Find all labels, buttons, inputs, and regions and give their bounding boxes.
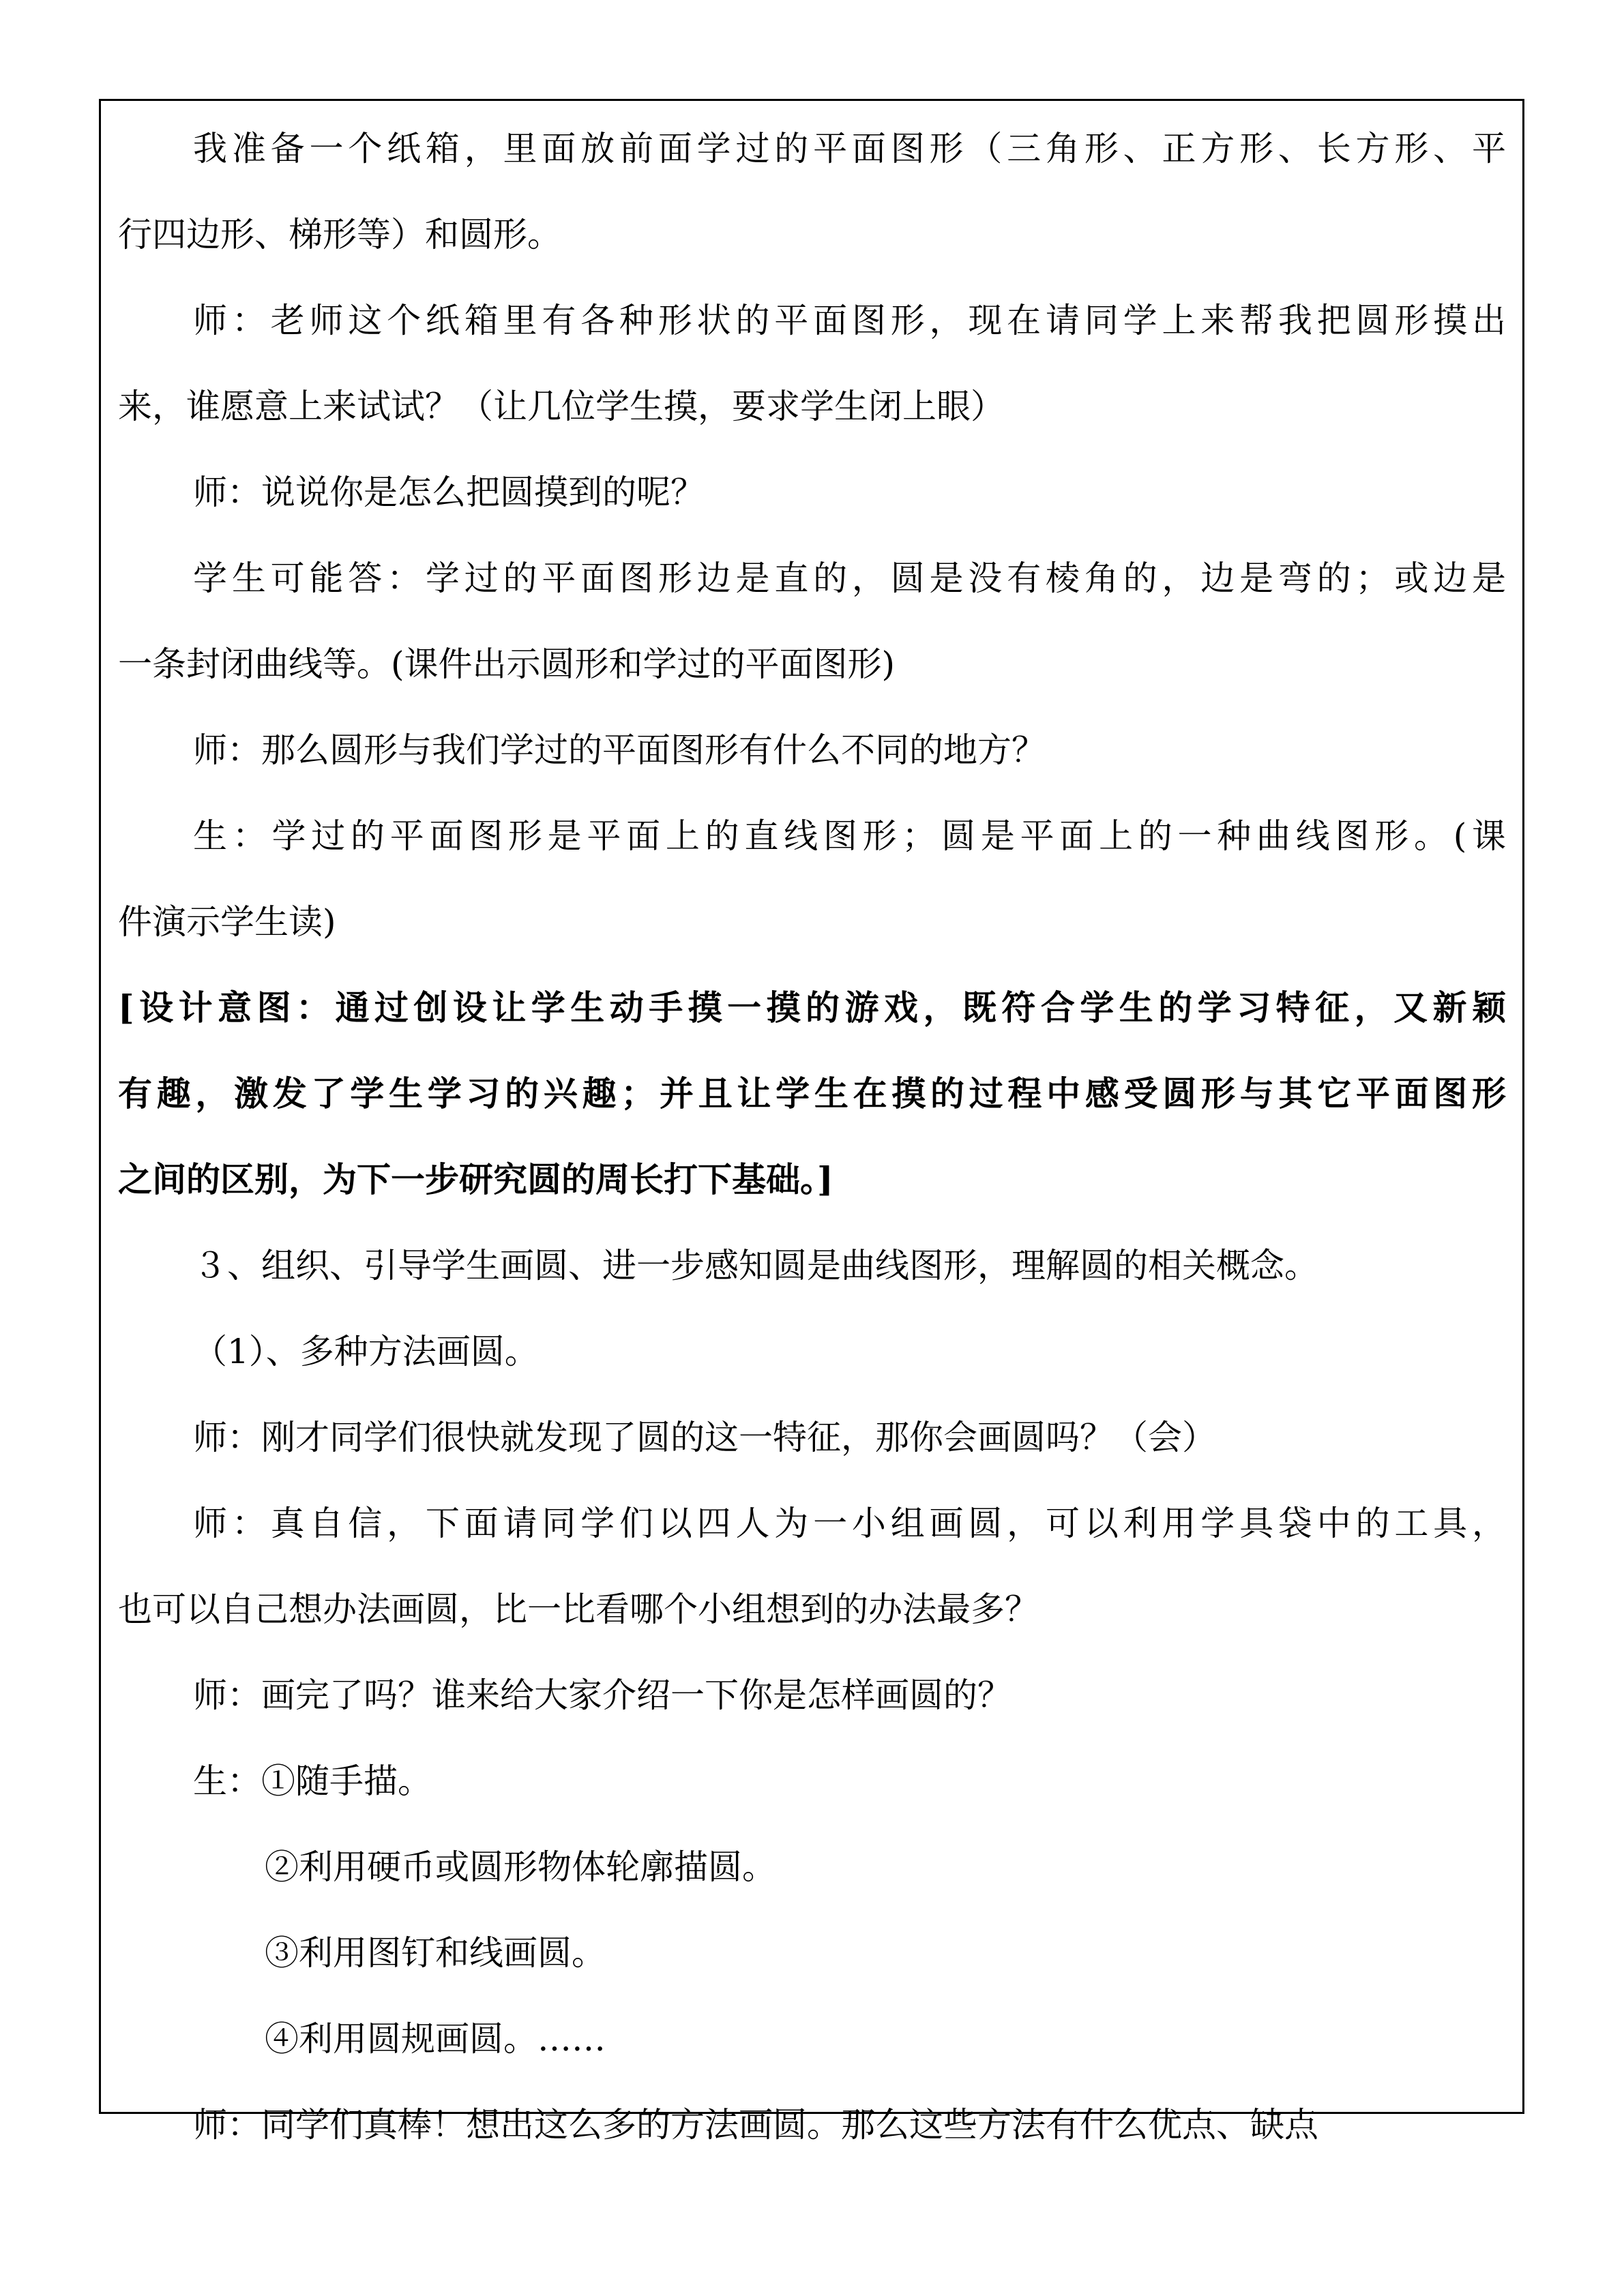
section-heading: ３、组织、引导学生画圆、进一步感知圆是曲线图形，理解圆的相关概念。 — [193, 1246, 1318, 1285]
text-line: 也可以自己想办法画圆，比一比看哪个小组想到的办法最多？ — [118, 1590, 1039, 1629]
text-line: 来，谁愿意上来试试？（让几位学生摸，要求学生闭上眼） — [118, 387, 1005, 426]
text-line: 师：刚才同学们很快就发现了圆的这一特征，那你会画圆吗？（会） — [193, 1418, 1216, 1457]
text-line: 学生可能答：学过的平面图形边是直的，圆是没有棱角的，边是弯的；或边是 — [193, 558, 1506, 598]
list-item: ②利用硬币或圆形物体轮廓描圆。 — [265, 1847, 776, 1887]
document-frame — [99, 99, 1524, 2145]
text-line: 我准备一个纸箱，里面放前面学过的平面图形（三角形、正方形、长方形、平 — [193, 129, 1506, 168]
text-line: 师：说说你是怎么把圆摸到的呢？ — [193, 473, 705, 512]
list-item: 生：①随手描。 — [193, 1761, 432, 1801]
design-intent-line: [设计意图：通过创设让学生动手摸一摸的游戏，既符合学生的学习特征，又新颖 — [118, 987, 1506, 1028]
design-intent-line: 之间的区别，为下一步研究圆的周长打下基础。] — [118, 1159, 833, 1199]
list-item: ③利用图钉和线画圆。 — [265, 1933, 606, 1973]
text-line: 生：学过的平面图形是平面上的直线图形；圆是平面上的一种曲线图形。(课 — [193, 816, 1506, 856]
text-line: 师：同学们真棒！想出这么多的方法画圆。那么这些方法有什么优点、缺点 — [193, 2105, 1318, 2145]
text-line: 师：画完了吗？谁来给大家介绍一下你是怎样画圆的？ — [193, 1675, 1012, 1715]
text-line: 一条封闭曲线等。(课件出示圆形和学过的平面图形) — [118, 644, 896, 684]
text-line: 师：那么圆形与我们学过的平面图形有什么不同的地方？ — [193, 730, 1046, 770]
text-line: 行四边形、梯形等）和圆形。 — [118, 215, 561, 254]
subsection-heading: （1）、多种方法画圆。 — [193, 1332, 539, 1371]
text-line: 件演示学生读) — [118, 902, 336, 942]
design-intent-line: 有趣，激发了学生学习的兴趣；并且让学生在摸的过程中感受圆形与其它平面图形 — [118, 1073, 1506, 1114]
text-line: 师：真自信，下面请同学们以四人为一小组画圆，可以利用学具袋中的工具， — [193, 1504, 1506, 1543]
text-line: 师：老师这个纸箱里有各种形状的平面图形，现在请同学上来帮我把圆形摸出 — [193, 301, 1506, 340]
list-item: ④利用圆规画圆。…… — [265, 2019, 606, 2059]
